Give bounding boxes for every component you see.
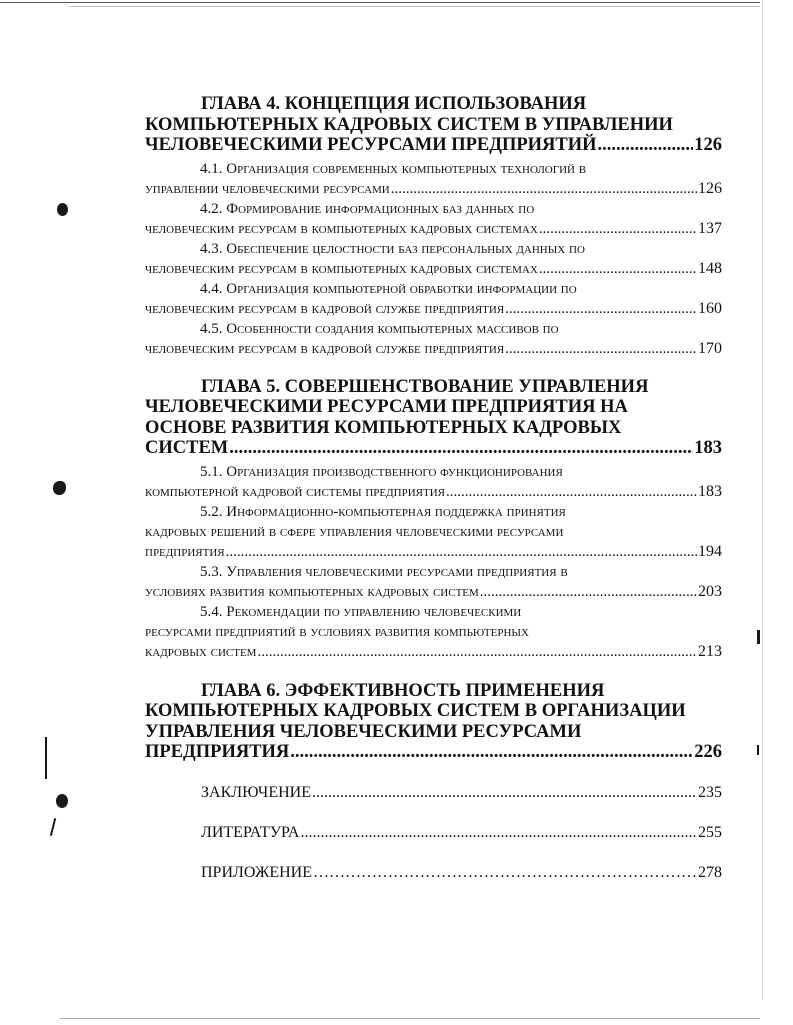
scan-top-shadow bbox=[70, 6, 760, 7]
toc-conclusion bbox=[201, 783, 722, 803]
leader-dots bbox=[313, 863, 697, 883]
chapter-5-line-4-text: СИСТЕМ bbox=[145, 438, 229, 458]
section-4-4-line-1: 4.4. Организация компьютерной обработки информации по bbox=[200, 280, 577, 297]
section-5-2-page: 194 bbox=[698, 542, 722, 560]
section-5-2-line-3-text: предприятия bbox=[145, 543, 225, 560]
leader-dots bbox=[312, 783, 697, 803]
leader-dots bbox=[391, 179, 697, 199]
leader-dots bbox=[539, 219, 697, 239]
section-4-3-line-1: 4.3. Обеспечение целостности баз персональных данных по bbox=[200, 240, 585, 257]
section-4-5-line-2-text: человеческим ресурсам в кадровой службе предприятия bbox=[145, 340, 505, 357]
section-4-2-line-2 bbox=[145, 219, 722, 239]
table-of-contents bbox=[145, 94, 722, 883]
section-4-5 bbox=[145, 319, 722, 359]
chapter-5-heading bbox=[145, 377, 722, 459]
leader-dots bbox=[505, 299, 697, 319]
section-5-4-page: 213 bbox=[698, 642, 722, 660]
toc-literature bbox=[201, 823, 722, 843]
section-4-4-line-2-text: человеческим ресурсам в кадровой службе предприятия bbox=[145, 300, 505, 317]
section-4-3-line-2-text: человеческим ресурсам в компьютерных кадровых системах bbox=[145, 260, 538, 277]
section-5-2 bbox=[145, 502, 722, 562]
leader-dots bbox=[480, 582, 697, 602]
section-4-5-line-1: 4.5. Особенности создания компьютерных массивов по bbox=[200, 320, 559, 337]
chapter-6-page: 226 bbox=[694, 742, 722, 762]
section-4-3 bbox=[145, 239, 722, 279]
section-4-3-page: 148 bbox=[698, 259, 722, 277]
toc-appendix bbox=[201, 863, 722, 883]
section-4-1-line-1: 4.1. Организация современных компьютерных технологий в bbox=[200, 160, 587, 177]
leader-dots bbox=[229, 438, 693, 459]
chapter-4-line-3 bbox=[145, 135, 722, 156]
section-4-3-line-2 bbox=[145, 259, 722, 279]
leader-dots bbox=[446, 482, 697, 502]
punch-hole-mark bbox=[53, 481, 66, 495]
leader-dots bbox=[598, 135, 694, 156]
section-5-4-line-1: 5.4. Рекомендации по управлению человеческими bbox=[200, 603, 522, 620]
chapter-6-line-3: УПРАВЛЕНИЯ ЧЕЛОВЕЧЕСКИМИ РЕСУРСАМИ bbox=[145, 721, 582, 742]
chapter-6-line-4 bbox=[145, 742, 722, 763]
section-4-1-page: 126 bbox=[698, 179, 722, 197]
section-4-1 bbox=[145, 159, 722, 199]
chapter-4-page: 126 bbox=[694, 135, 722, 155]
punch-hole-mark bbox=[56, 794, 68, 808]
section-5-3 bbox=[145, 562, 722, 602]
section-4-5-line-2 bbox=[145, 339, 722, 359]
section-5-1-line-2-text: компьютерной кадровой системы предприятия bbox=[145, 483, 445, 500]
chapter-6-line-1: ГЛАВА 6. ЭФФЕКТИВНОСТЬ ПРИМЕНЕНИЯ bbox=[201, 680, 605, 701]
section-4-4-line-2 bbox=[145, 299, 722, 319]
appendix-title: ПРИЛОЖЕНИЕ bbox=[201, 863, 313, 881]
section-5-1 bbox=[145, 462, 722, 502]
section-5-4 bbox=[145, 602, 722, 662]
section-5-4-line-2: ресурсами предприятий в условиях развития компьютерных bbox=[145, 623, 529, 640]
chapter-5-line-4 bbox=[145, 438, 722, 459]
scan-right-edge bbox=[762, 0, 763, 1000]
section-4-2-page: 137 bbox=[698, 219, 722, 237]
section-4-2 bbox=[145, 199, 722, 239]
chapter-4-line-3-text: ЧЕЛОВЕЧЕСКИМИ РЕСУРСАМИ ПРЕДПРИЯТИЙ bbox=[145, 135, 597, 155]
leader-dots bbox=[290, 742, 693, 763]
leader-dots bbox=[257, 642, 697, 662]
punch-hole-mark bbox=[57, 203, 68, 216]
section-4-4 bbox=[145, 279, 722, 319]
leader-dots bbox=[505, 339, 697, 359]
chapter-6-line-4-text: ПРЕДПРИЯТИЯ bbox=[145, 742, 290, 762]
chapter-4-line-1: ГЛАВА 4. КОНЦЕПЦИЯ ИСПОЛЬЗОВАНИЯ bbox=[201, 94, 587, 114]
margin-scan-mark bbox=[757, 630, 760, 644]
section-4-1-line-2-text: управлении человеческими ресурсами bbox=[145, 180, 390, 197]
section-5-1-line-1: 5.1. Организация производственного функционирования bbox=[200, 463, 563, 480]
conclusion-page: 235 bbox=[698, 783, 722, 801]
section-4-2-line-1: 4.2. Формирование информационных баз данных по bbox=[200, 200, 535, 217]
section-5-3-line-1: 5.3. Управления человеческими ресурсами предприятия в bbox=[200, 563, 568, 580]
section-5-4-line-3-text: кадровых систем bbox=[145, 643, 257, 660]
section-4-5-page: 170 bbox=[698, 339, 722, 357]
literature-page: 255 bbox=[698, 823, 722, 841]
chapter-5-line-1: ГЛАВА 5. СОВЕРШЕНСТВОВАНИЕ УПРАВЛЕНИЯ bbox=[201, 376, 649, 397]
section-5-1-page: 183 bbox=[698, 482, 722, 500]
section-4-2-line-2-text: человеческим ресурсам в компьютерных кадровых системах bbox=[145, 220, 538, 237]
section-5-2-line-1: 5.2. Информационно-компьютерная поддержка принятия bbox=[200, 503, 566, 520]
chapter-4-line-2: КОМПЬЮТЕРНЫХ КАДРОВЫХ СИСТЕМ В УПРАВЛЕНИИ bbox=[145, 114, 673, 135]
section-5-2-line-3 bbox=[145, 542, 722, 562]
scan-bottom-edge bbox=[60, 1018, 760, 1019]
section-5-3-page: 203 bbox=[698, 582, 722, 600]
margin-scan-mark bbox=[45, 737, 47, 779]
leader-dots bbox=[300, 823, 697, 843]
literature-title: ЛИТЕРАТУРА bbox=[201, 823, 300, 841]
section-5-2-line-2: кадровых решений в сфере управления человеческими ресурсами bbox=[145, 523, 564, 540]
section-5-3-line-2-text: условиях развития компьютерных кадровых систем bbox=[145, 583, 479, 600]
section-5-1-line-2 bbox=[145, 482, 722, 502]
section-4-1-line-2 bbox=[145, 179, 722, 199]
chapter-5-line-3: ОСНОВЕ РАЗВИТИЯ КОМПЬЮТЕРНЫХ КАДРОВЫХ bbox=[145, 417, 622, 438]
margin-scan-mark bbox=[757, 745, 759, 755]
chapter-6-line-2: КОМПЬЮТЕРНЫХ КАДРОВЫХ СИСТЕМ В ОРГАНИЗАЦИИ bbox=[145, 701, 686, 721]
conclusion-title: ЗАКЛЮЧЕНИЕ bbox=[201, 783, 311, 801]
leader-dots bbox=[539, 259, 697, 279]
chapter-6-heading bbox=[145, 681, 722, 763]
margin-scan-mark bbox=[50, 818, 56, 836]
appendix-page: 278 bbox=[698, 863, 722, 881]
section-4-4-page: 160 bbox=[698, 299, 722, 317]
chapter-4-heading bbox=[145, 94, 722, 156]
chapter-5-line-2: ЧЕЛОВЕЧЕСКИМИ РЕСУРСАМИ ПРЕДПРИЯТИЯ НА bbox=[145, 397, 628, 417]
section-5-4-line-3 bbox=[145, 642, 722, 662]
chapter-5-page: 183 bbox=[694, 438, 722, 458]
section-5-3-line-2 bbox=[145, 582, 722, 602]
scan-top-border bbox=[0, 2, 760, 3]
leader-dots bbox=[226, 542, 697, 562]
